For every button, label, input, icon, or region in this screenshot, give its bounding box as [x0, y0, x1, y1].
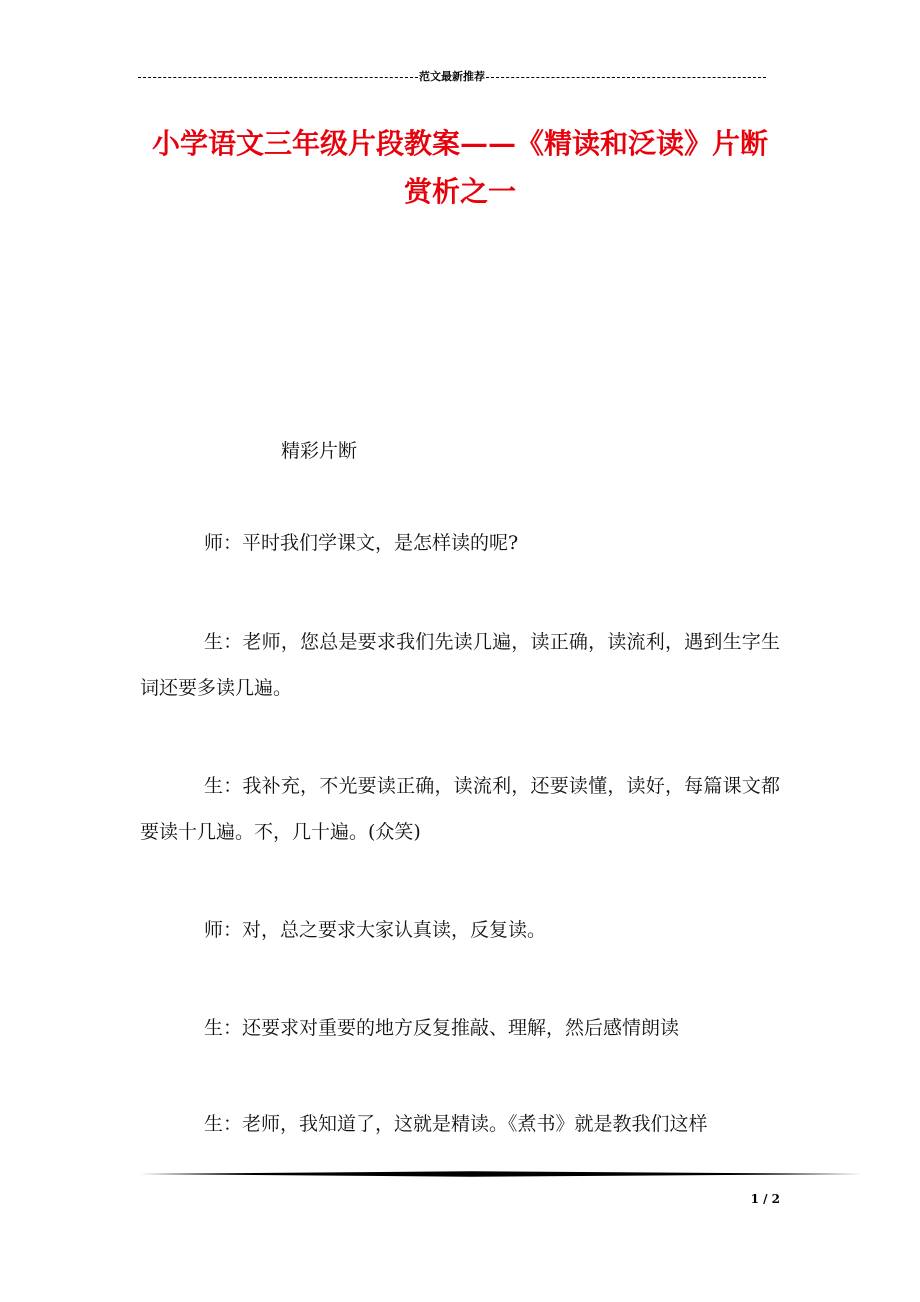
header-label: 范文最新推荐 [419, 70, 485, 83]
footer-rule [140, 1168, 862, 1180]
section-heading: 精彩片断 [281, 440, 358, 462]
paragraph: 生：还要求对重要的地方反复推敲、理解，然后感情朗读 [204, 1017, 680, 1039]
page-number: 1 / 2 [750, 1192, 780, 1206]
paragraph: 生：老师，我知道了，这就是精读。《煮书》就是教我们这样 [204, 1113, 708, 1135]
document-title: 小学语文三年级片段教案——《精读和泛读》片断赏析之一 [151, 127, 768, 208]
page-header [138, 68, 766, 86]
paragraph: 师：对，总之要求大家认真读，反复读。 [204, 919, 547, 941]
paragraph: 生：我补充，不光要读正确，读流利，还要读懂，读好，每篇课文都要读十几遍。不，几十遍。(众笑) [140, 775, 780, 843]
header-dashed-rule-left [138, 77, 418, 78]
paragraph: 师：平时我们学课文，是怎样读的呢? [204, 532, 519, 554]
header-dashed-rule-right [486, 77, 766, 78]
paragraph: 生：老师，您总是要求我们先读几遍，读正确，读流利，遇到生字生词还要多读几遍。 [140, 631, 780, 699]
